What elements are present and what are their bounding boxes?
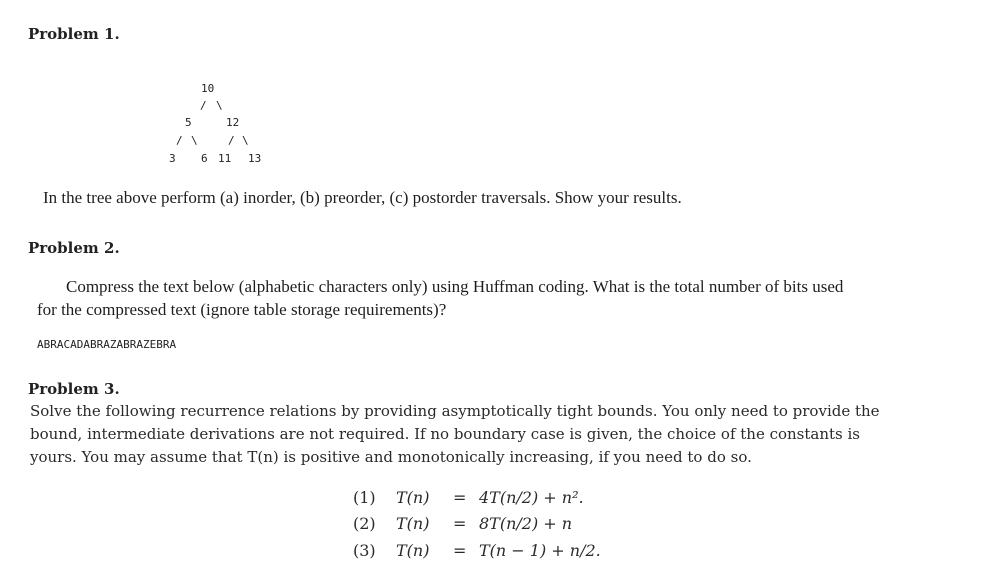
- problem-3-line-1: Solve the following recurrence relations by providing asymptotically tight bounds. You only need to provide the: [30, 402, 880, 420]
- problem-1-heading: Problem 1.: [28, 25, 120, 43]
- equation-lhs: T(n): [396, 488, 430, 507]
- problem-3-line-2: bound, intermediate derivations are not required. If no boundary case is given, the choice of the constants is: [30, 425, 861, 443]
- tree-edge: \: [242, 134, 249, 147]
- tree-edge: \: [191, 134, 198, 147]
- equation-lhs: T(n): [396, 541, 430, 560]
- equation-operator: =: [453, 514, 467, 533]
- tree-node-right-left: 11: [218, 152, 232, 165]
- problem-2-line-1: Compress the text below (alphabetic characters only) using Huffman coding. What is the total number of bits used: [66, 277, 844, 296]
- problem-3-heading: Problem 3.: [28, 380, 120, 398]
- problem-2-heading: Problem 2.: [28, 239, 120, 257]
- tree-edge: /: [228, 134, 235, 147]
- tree-edge: \: [216, 99, 223, 112]
- equation-rhs: 8T(n/2) + n: [479, 514, 573, 533]
- equation-label: (1): [353, 488, 376, 507]
- equation-label: (3): [353, 541, 376, 560]
- tree-edge: /: [176, 134, 183, 147]
- equation-lhs: T(n): [396, 514, 430, 533]
- tree-node-root: 10: [201, 82, 215, 95]
- tree-edge: /: [200, 99, 207, 112]
- tree-node-right-right: 13: [248, 152, 262, 165]
- problem-2-line-2: for the compressed text (ignore table storage requirements)?: [37, 300, 447, 319]
- equation-label: (2): [353, 514, 376, 533]
- equation-operator: =: [453, 488, 467, 507]
- tree-node-left-right: 6: [201, 152, 208, 165]
- equation-operator: =: [453, 541, 467, 560]
- equation-rhs: T(n − 1) + n/2.: [479, 541, 601, 560]
- tree-node-left: 5: [185, 116, 192, 129]
- equation-rhs: 4T(n/2) + n².: [479, 488, 584, 507]
- tree-node-right: 12: [226, 116, 240, 129]
- tree-node-left-left: 3: [169, 152, 176, 165]
- problem-3-line-3: yours. You may assume that T(n) is positive and monotonically increasing, if you need to do so.: [30, 448, 752, 466]
- compress-text-string: ABRACADABRAZABRAZEBRA: [37, 338, 177, 351]
- problem-1-instruction: In the tree above perform (a) inorder, (b) preorder, (c) postorder traversals. Show your results.: [43, 188, 682, 207]
